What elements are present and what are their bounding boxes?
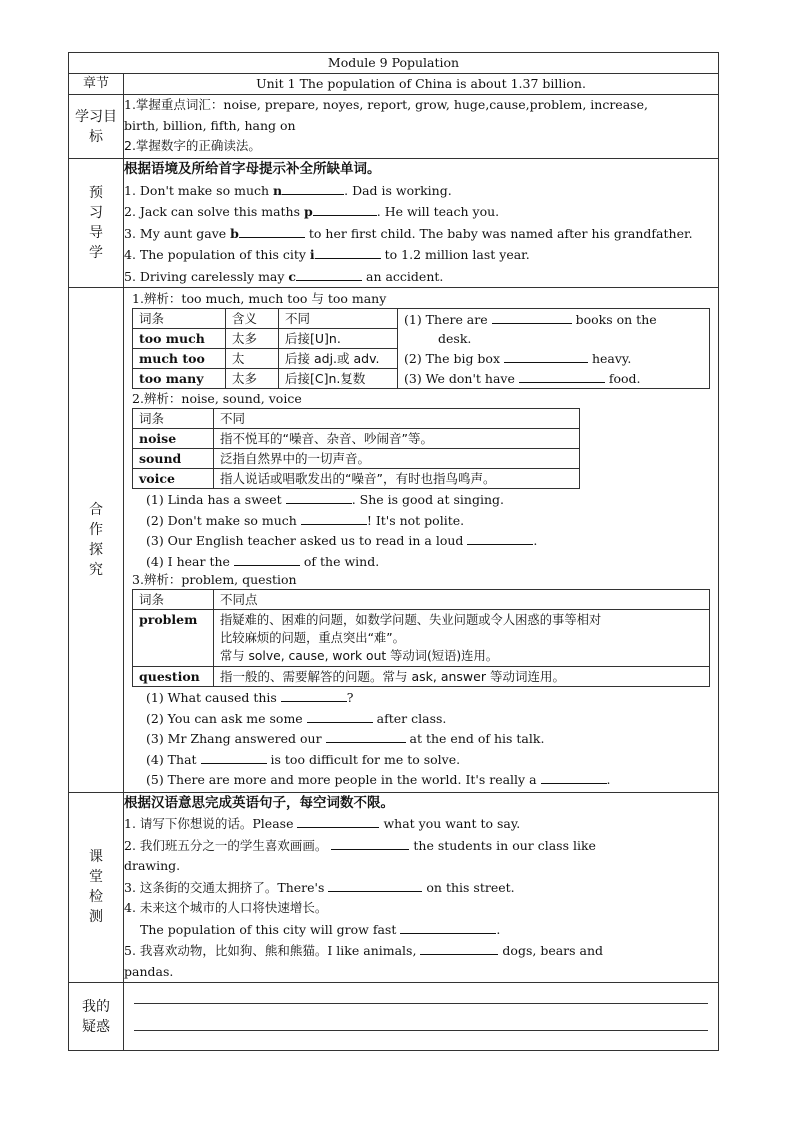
exercise-line: (1) What caused this ? (132, 687, 716, 708)
table-row: much too 太 后接 adj.或 adv. (133, 349, 710, 369)
preview-item: 5. Driving carelessly may c an accident. (124, 266, 718, 288)
preview-item: 4. The population of this city i to 1.2 million last year. (124, 244, 718, 266)
too-much-table (132, 308, 710, 389)
header-cell: 不同 (214, 409, 580, 429)
table-row: too many 太多 后接[C]n.复数 (133, 369, 710, 389)
problem-table (132, 589, 710, 687)
worksheet (68, 52, 718, 1051)
goals-line-1: 1.掌握重点词汇：noise, prepare, noyes, report, grow, huge,cause,problem, increase, (124, 97, 648, 112)
noise-table (132, 408, 580, 489)
answer-blank[interactable] (313, 201, 377, 216)
table-row: sound 泛指自然界中的一切声音。 (133, 449, 580, 469)
answer-blank[interactable] (297, 813, 379, 828)
answer-blank[interactable] (492, 309, 572, 324)
answer-blank[interactable] (467, 530, 533, 545)
answer-blank[interactable] (282, 180, 344, 195)
preview-item: 2. Jack can solve this maths p . He will teach you. (124, 201, 718, 223)
test-content: 根据汉语意思完成英语句子，每空词数不限。 1. 请写下你想说的话。Please what you want to say. 2. 我们班五分之一的学生喜欢画画。 the students in our class like drawing. 3. 这条街的交通太拥挤了。There's on this street. 4. 未来这个城市的人口将快速增长。 The population of this city will grow fast . 5. 我喜欢动物，比如狗、熊和熊猫。I like animals, dogs, bears and pandas. (124, 792, 719, 983)
goals-line-2: birth, billion, fifth, hang on (124, 117, 296, 133)
answer-blank[interactable] (239, 223, 305, 238)
exercise-line: (3) Our English teacher asked us to read in a loud . (132, 530, 716, 551)
test-label: 课 堂 检 测 (69, 792, 124, 983)
answer-blank[interactable] (301, 510, 367, 525)
table-row: question 指一般的、需要解答的问题。常与 ask, answer 等动词连用。 (133, 667, 710, 687)
answer-blank[interactable] (281, 687, 347, 702)
preview-content (124, 159, 719, 288)
exercise-line: (1) Linda has a sweet . She is good at singing. (132, 489, 716, 510)
module-title: Module 9 Population (69, 53, 719, 74)
answer-blank[interactable] (519, 368, 605, 383)
answer-blank[interactable] (400, 919, 496, 934)
answer-blank[interactable] (326, 728, 406, 743)
exercise-line: (2) Don't make so much ! It's not polite. (132, 510, 716, 531)
doubts-label: 我的 疑惑 (69, 983, 124, 1051)
section-label: 章节 (69, 74, 124, 95)
test-item: 4. 未来这个城市的人口将快速增长。 (124, 900, 328, 915)
test-item: The population of this city will grow fast . (124, 919, 718, 941)
explore-content (124, 288, 719, 793)
header-cell: 词条 (133, 590, 214, 610)
writing-line[interactable] (134, 1030, 708, 1031)
answer-blank[interactable] (328, 877, 422, 892)
table-row: problem 指疑难的、困难的问题，如数学问题、失业问题或令人困惑的事等相对 比较麻烦的问题，重点突出“难”。 常与 solve, cause, work out 等动词(短语)连用。 (133, 610, 710, 667)
header-cell: 不同 (279, 309, 398, 329)
test-item: 5. 我喜欢动物，比如狗、熊和熊猫。I like animals, dogs, bears and (124, 940, 718, 962)
answer-blank[interactable] (315, 244, 381, 259)
writing-line[interactable] (134, 1003, 708, 1004)
part2-title: 2.辨析：noise, sound, voice (132, 391, 302, 406)
table-row: voice 指人说话或唱歌发出的“噪音”，有时也指鸟鸣声。 (133, 469, 580, 489)
part3-title: 3.辨析：problem, question (132, 572, 297, 587)
answer-blank[interactable] (307, 708, 373, 723)
table-row: too much 太多 后接[U]n. (133, 329, 710, 349)
preview-item: 1. Don't make so much n . Dad is working. (124, 180, 718, 202)
test-item: 1. 请写下你想说的话。Please what you want to say. (124, 813, 718, 835)
goals-label: 学习目标 (69, 95, 124, 159)
too-much-exercises: (1) There are books on the desk. (2) The big box heavy. (3) We don't have food. (398, 309, 710, 389)
answer-blank[interactable] (296, 266, 362, 281)
header-cell: 含义 (226, 309, 279, 329)
goals-content (124, 95, 719, 159)
table-row: noise 指不悦耳的“噪音、杂音、吵闹音”等。 (133, 429, 580, 449)
preview-instruction: 根据语境及所给首字母提示补全所缺单词。 (124, 161, 381, 177)
answer-blank[interactable] (541, 769, 607, 784)
doubts-content (124, 983, 719, 1051)
exercise-line: (2) You can ask me some after class. (132, 708, 716, 729)
test-item: 2. 我们班五分之一的学生喜欢画画。 the students in our class like (124, 835, 718, 857)
answer-blank[interactable] (331, 835, 409, 850)
worksheet-table (68, 52, 719, 1051)
test-instruction: 根据汉语意思完成英语句子，每空词数不限。 (124, 794, 394, 811)
answer-blank[interactable] (234, 551, 300, 566)
preview-label: 预 习 导 学 (69, 159, 124, 288)
part1-title: 1.辨析：too much, much too 与 too many (132, 291, 387, 306)
answer-blank[interactable] (420, 940, 498, 955)
answer-blank[interactable] (286, 489, 352, 504)
exercise-line: (4) That is too difficult for me to solve. (132, 749, 716, 770)
header-cell: 词条 (133, 309, 226, 329)
answer-blank[interactable] (504, 348, 588, 363)
header-cell: 不同点 (214, 590, 710, 610)
preview-item: 3. My aunt gave b to her first child. The baby was named after his grandfather. (124, 223, 718, 245)
header-cell: 词条 (133, 409, 214, 429)
explore-label: 合 作 探 究 (69, 288, 124, 793)
goals-line-3: 2.掌握数字的正确读法。 (124, 138, 261, 153)
test-item: 3. 这条街的交通太拥挤了。There's on this street. (124, 877, 718, 899)
exercise-line: (3) Mr Zhang answered our at the end of his talk. (132, 728, 716, 749)
exercise-line: (4) I hear the of the wind. (132, 551, 716, 572)
answer-blank[interactable] (201, 749, 267, 764)
exercise-line: (5) There are more and more people in the world. It's really a . (132, 769, 716, 790)
unit-title: Unit 1 The population of China is about 1.37 billion. (124, 74, 719, 95)
